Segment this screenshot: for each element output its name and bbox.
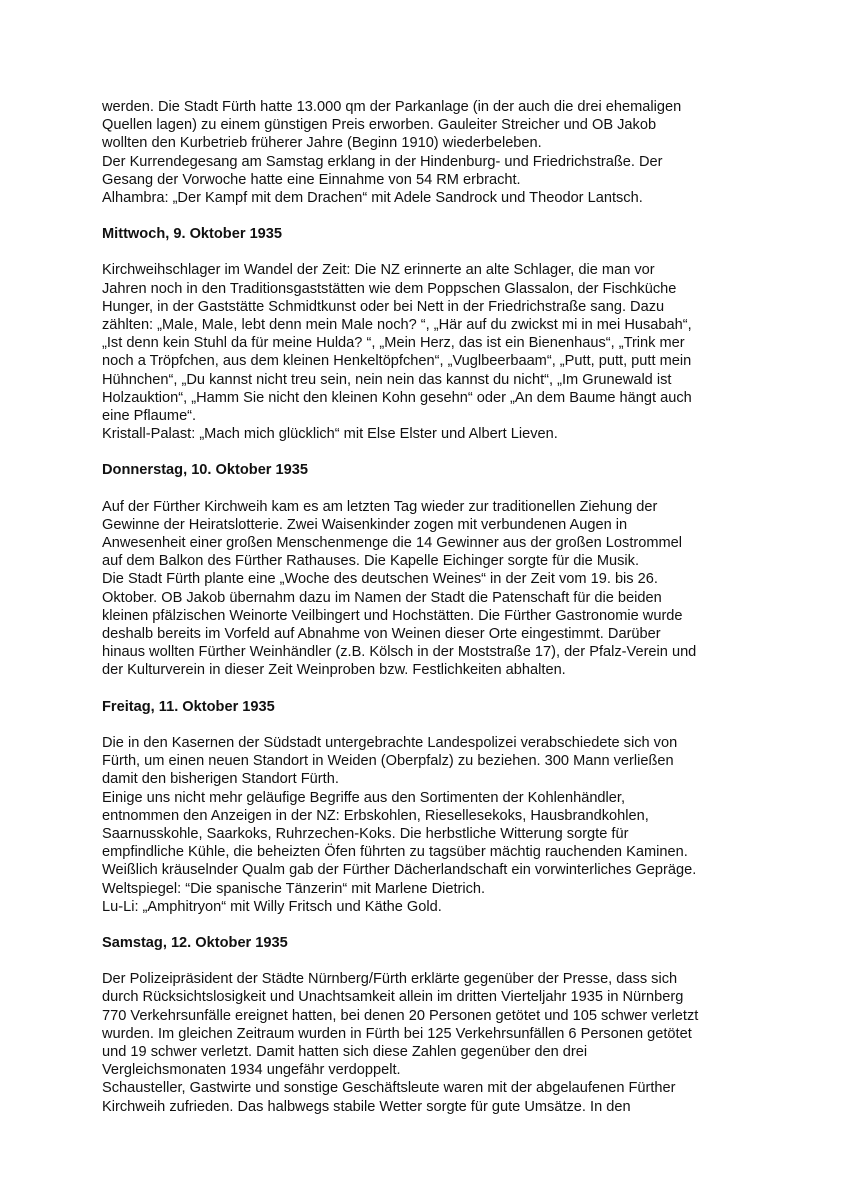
section-saturday [102,934,752,1116]
section-friday [102,698,752,916]
text-line: durch Rücksichtslosigkeit und Unachtsamkeit allein im dritten Vierteljahr 1935 in Nürnberg [102,989,684,1006]
text-line: der Kulturverein in dieser Zeit Weinproben bzw. Festlichkeiten abhalten. [102,662,566,679]
section-thursday [102,461,752,679]
text-line: wurden. Im gleichen Zeitraum wurden in Fürth bei 125 Verkehrsunfällen 6 Personen getötet [102,1025,692,1042]
text-line: Die Stadt Fürth plante eine „Woche des deutschen Weines“ in der Zeit vom 19. bis 26. [102,571,658,588]
text-line: Weltspiegel: “Die spanische Tänzerin“ mit Marlene Dietrich. [102,880,486,897]
text-line: Gewinne der Heiratslotterie. Zwei Waisenkinder zogen mit verbundenen Augen in [102,516,628,533]
date-heading: Samstag, 12. Oktober 1935 [102,934,288,951]
text-line: Oktober. OB Jakob übernahm dazu im Namen der Stadt die Patenschaft für die beiden [102,589,662,606]
text-line: Jahren noch in den Traditionsgaststätten wie dem Poppschen Glassalon, der Fischküche [102,280,677,297]
document-body [102,98,752,1116]
date-heading: Mittwoch, 9. Oktober 1935 [102,226,283,243]
text-line: damit den bisherigen Standort Fürth. [102,771,339,788]
text-line: Auf der Fürther Kirchweih kam es am letzten Tag wieder zur traditionellen Ziehung der [102,498,658,515]
text-line: deshalb bereits im Vorfeld auf Abnahme von Weinen dieser Orte eingestimmt. Darüber [102,626,661,643]
text-line: werden. Die Stadt Fürth hatte 13.000 qm der Parkanlage (in der auch die drei ehemaligen [102,99,682,115]
text-line: noch a Tröpfchen, aus dem kleinen Henkeltöpfchen“, „Vuglbeerbaam“, „Putt, putt, putt mein [102,353,692,370]
text-line: Schausteller, Gastwirte und sonstige Geschäftsleute waren mit der abgelaufenen Fürther [102,1080,676,1097]
text-line: Weißlich kräuselnder Qualm gab der Fürther Dächerlandschaft ein vorwinterliches Gepräge. [102,862,697,879]
text-line: Saarnusskohle, Saarkoks, Ruhrzechen-Koks. Die herbstliche Witterung sorgte für [102,825,629,842]
text-line: Lu-Li: „Amphitryon“ mit Willy Fritsch und Käthe Gold. [102,898,442,915]
text-line: empfindliche Kühle, die beheizten Öfen führten zu tagsüber mächtig rauchenden Kaminen. [102,844,688,861]
text-line: Die in den Kasernen der Südstadt untergebrachte Landespolizei verabschiedete sich von [102,734,678,751]
text-line: Der Kurrendegesang am Samstag erklang in der Hindenburg- und Friedrichstraße. Der [102,153,663,170]
text-line: Alhambra: „Der Kampf mit dem Drachen“ mit Adele Sandrock und Theodor Lantsch. [102,190,643,207]
text-line: Kirchweihschlager im Wandel der Zeit: Die NZ erinnerte an alte Schlager, die man vor [102,262,655,279]
text-line: Gesang der Vorwoche hatte eine Einnahme von 54 RM erbracht. [102,171,521,188]
text-line: eine Pflaume“. [102,408,197,425]
text-line: zählten: „Male, Male, lebt denn mein Male noch? “, „Här auf du zwickst mi in mei Husabah“, [102,317,692,334]
text-line: Hühnchen“, „Du kannst nicht treu sein, nein nein das kannst du nicht“, „Im Grunewald ist [102,371,672,388]
text-line: auf dem Balkon des Fürther Rathauses. Die Kapelle Eichinger sorgte für die Musik. [102,553,639,570]
text-line: Hunger, in der Gaststätte Schmidtkunst oder bei Nett in der Friedrichstraße sang. Dazu [102,298,665,315]
text-line: kleinen pfälzischen Weinorte Veilbingert und Hochstätten. Die Fürther Gastronomie wurde [102,607,683,624]
section-wednesday [102,225,752,443]
text-line: Anwesenheit einer großen Menschenmenge die 14 Gewinner aus der großen Lostrommel [102,535,683,552]
text-line: Vergleichsmonaten 1934 ungefähr verdoppelt. [102,1062,401,1079]
text-line: Fürth, um einen neuen Standort in Weiden (Oberpfalz) zu beziehen. 300 Mann verließen [102,753,674,770]
text-line: und 19 schwer verletzt. Damit hatten sich diese Zahlen gegenüber den drei [102,1043,588,1060]
text-line: Quellen lagen) zu einem günstigen Preis erworben. Gauleiter Streicher und OB Jakob [102,117,657,134]
text-line: 770 Verkehrsunfälle ereignet hatten, bei denen 20 Personen getötet und 105 schwer verletzt [102,1007,699,1024]
text-line: Einige uns nicht mehr geläufige Begriffe aus den Sortimenten der Kohlenhändler, [102,789,626,806]
text-line: Der Polizeipräsident der Städte Nürnberg/Fürth erklärte gegenüber der Presse, dass sich [102,971,678,988]
date-heading: Donnerstag, 10. Oktober 1935 [102,462,309,479]
date-heading: Freitag, 11. Oktober 1935 [102,698,275,715]
text-line: Kirchweih zufrieden. Das halbwegs stabile Wetter sorgte für gute Umsätze. In den [102,1098,631,1115]
text-line: entnommen den Anzeigen in der NZ: Erbskohlen, Riesellesekoks, Hausbrandkohlen, [102,807,649,824]
text-line: wollten den Kurbetrieb früherer Jahre (Beginn 1910) wiederbeleben. [102,135,542,152]
text-line: Holzauktion“, „Hamm Sie nicht den kleinen Kohn gesehn“ oder „An dem Baume hängt auch [102,389,692,406]
text-line: Kristall-Palast: „Mach mich glücklich“ mit Else Elster und Albert Lieven. [102,426,558,443]
intro-paragraph [102,98,752,207]
text-line: hinaus wollten Fürther Weinhändler (z.B. Kölsch in der Moststraße 17), der Pfalz-Verein und [102,644,697,661]
text-line: „Ist denn kein Stuhl da für meine Hulda? “, „Mein Herz, das ist ein Bienenhaus“, „Trink mer [102,335,685,352]
